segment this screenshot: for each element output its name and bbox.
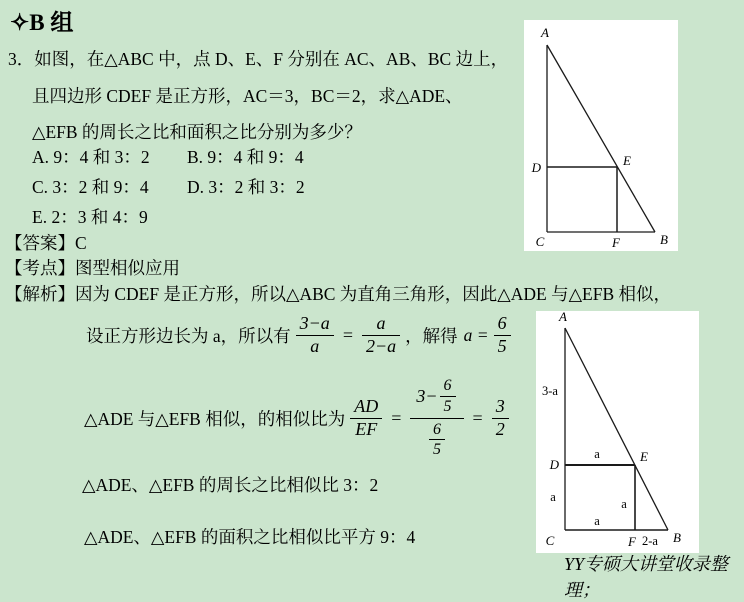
fraction-6-over-5: $\frac{6}{5}$: [494, 314, 511, 357]
side-AB: [565, 328, 668, 530]
option-b: B. 9：4 和 9：4: [187, 147, 304, 167]
big-fraction-numerator: 3− $\frac{6}{5}$: [410, 377, 463, 418]
big-fraction-denominator: [427, 419, 447, 459]
analysis-text: 因为 CDEF 是正方形，所以△ABC 为直角三角形，因此△ADE 与△EFB 相似，: [75, 284, 672, 304]
eq1-prefix: 设正方形边长为 a，所以有: [86, 325, 291, 346]
equals-sign: =: [342, 324, 353, 345]
nested-fraction-6-over-5: $\frac{6}{5}$: [440, 377, 456, 415]
answer-line: [5, 230, 87, 255]
side-label-fb-2-a: 2-a: [642, 534, 658, 548]
topic-label: 【考点】: [5, 258, 75, 278]
eq2-prefix: △ADE 与△EFB 相似，的相似比为: [84, 408, 346, 429]
equation-row-2: [84, 372, 514, 464]
fraction-AD-over-EF: $\frac{AD}{EF}$: [350, 397, 382, 440]
side-label-cf-a: a: [594, 514, 600, 528]
vertex-label-A: A: [559, 311, 567, 324]
vertex-label-E: E: [623, 153, 631, 168]
fraction-3-over-2: $\frac{3}{2}$: [492, 397, 509, 440]
vertex-label-D: D: [549, 457, 559, 472]
section-title: ✧B 组: [10, 10, 74, 35]
eq1-solve-text: ，解得: [405, 325, 458, 346]
problem-line-2: 且四边形 CDEF 是正方形，AC＝3，BC＝2，求△ADE、: [32, 86, 463, 106]
side-label-dc-a: a: [550, 490, 556, 504]
vertex-label-A: A: [541, 25, 549, 40]
denominator-fraction-6-over-5: $\frac{6}{5}$: [429, 421, 445, 459]
fraction-3-a-over-a: $\frac{3-a}{a}$: [296, 314, 334, 357]
triangle-diagram-1-svg: [524, 20, 678, 251]
triangle-diagram-2-svg: [536, 311, 699, 553]
option-e: E. 2：3 和 4：9: [32, 207, 148, 227]
vertex-label-B: B: [673, 530, 681, 545]
problem-line-1: 3．如图，在△ABC 中，点 D、E、F 分别在 AC、AB、BC 边上，: [8, 49, 509, 69]
vertex-label-F: F: [612, 235, 620, 250]
problem-line-3: △EFB 的周长之比和面积之比分别为多少？: [32, 122, 362, 142]
vertex-label-C: C: [545, 533, 555, 548]
option-c: C. 3：2 和 9：4: [32, 177, 149, 197]
side-label-de-a: a: [594, 447, 600, 461]
footer-credit: YY专硕大讲堂收录整理；: [564, 554, 729, 600]
big-fraction: [410, 377, 463, 458]
triangle-diagram-2: [536, 311, 699, 553]
answer-label: 【答案】: [5, 233, 75, 253]
topic-value: 图型相似应用: [75, 258, 180, 278]
fraction-a-over-2-a: $\frac{a}{2-a}$: [362, 314, 400, 357]
option-a: A. 9：4 和 3：2: [32, 147, 150, 167]
equals-sign: =: [472, 407, 483, 428]
topic-line: [5, 255, 180, 280]
answer-value: C: [75, 233, 87, 253]
equation-row-1: [86, 306, 516, 364]
analysis-label: 【解析】: [5, 284, 75, 304]
vertex-label-E: E: [640, 449, 648, 464]
perimeter-ratio-line: △ADE、△EFB 的周长之比相似比 3：2: [82, 475, 379, 495]
side-AB: [547, 45, 655, 232]
side-label-3-a: 3-a: [542, 384, 558, 398]
option-d: D. 3：2 和 3：2: [187, 177, 305, 197]
equals-sign: =: [391, 407, 402, 428]
eq1-variable: a =: [463, 324, 489, 345]
analysis-line-1: [5, 281, 671, 306]
side-label-ef-a: a: [621, 497, 627, 511]
vertex-label-B: B: [660, 232, 668, 247]
triangle-diagram-1: [524, 20, 678, 251]
vertex-label-D: D: [531, 160, 541, 175]
area-ratio-line: △ADE、△EFB 的面积之比相似比平方 9：4: [84, 527, 416, 547]
vertex-label-C: C: [535, 234, 545, 249]
vertex-label-F: F: [628, 534, 636, 549]
